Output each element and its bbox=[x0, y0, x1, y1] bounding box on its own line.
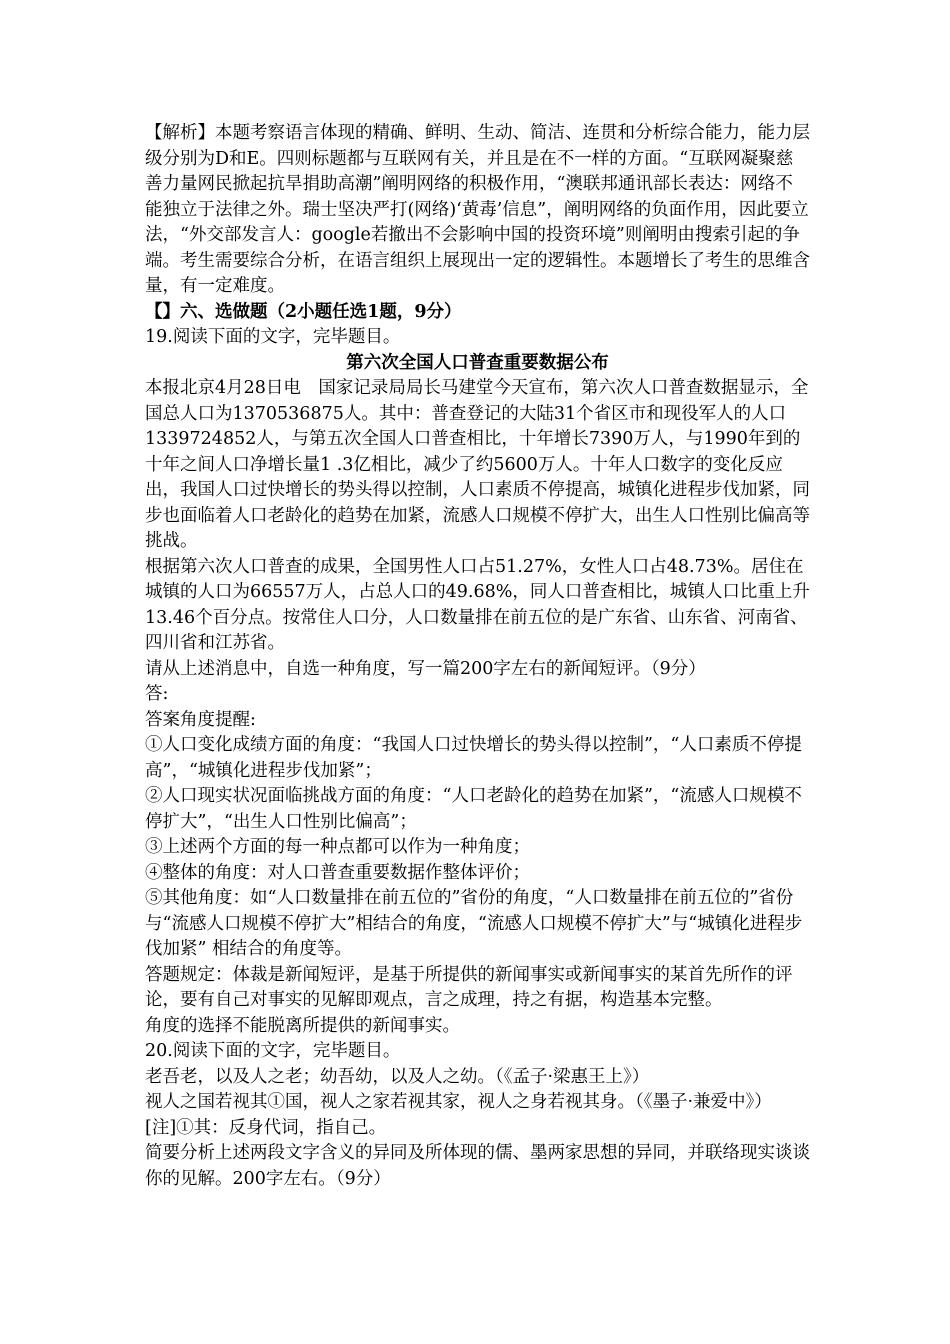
q20-prompt: 20.阅读下面的文字，完毕题目。 bbox=[145, 1041, 401, 1061]
section-heading: 【】六、选做题（2小题任选1题，9分） bbox=[145, 301, 462, 322]
document-page bbox=[145, 121, 810, 1192]
footnote: [注]①其：反身代词，指自己。 bbox=[145, 1117, 387, 1138]
hint-item: ③上述两个方面的每一种点都可以作为一种角度； bbox=[145, 837, 530, 857]
q19-prompt: 19.阅读下面的文字，完毕题目。 bbox=[145, 327, 401, 347]
hint-item: ⑤其他角度：如“人口数量排在前五位的”省份的角度，“人口数量排在前五位的”省份与“流感人口规模不停扩大”相结合的角度，“流感人口规模不停扩大”与“城镇化进程步伐加紧” 相结合的角度等。 bbox=[145, 888, 803, 959]
news-paragraph-2: 根据第六次人口普查的成果，全国男性人口占51.27%，女性人口占48.73%。居住在城镇的人口为66557万人，占总人口的49.68%，同人口普查相比，城镇人口比重上升13.46个百分点。按常住人口分，人口数量排在前五位的是广东省、山东省、河南省、四川省和江苏省。 bbox=[145, 556, 810, 653]
hint-item: ②人口现实状况面临挑战方面的角度：“人口老龄化的趋势在加紧”，“流感人口规模不停扩大”，“出生人口性别比偏高”； bbox=[145, 786, 802, 832]
answer-rule-2: 角度的选择不能脱离所提供的新闻事实。 bbox=[145, 1015, 460, 1036]
q19-task: 请从上述消息中，自选一种角度，写一篇200字左右的新闻短评。（9分） bbox=[145, 658, 706, 679]
hint-label: 答案角度提醒: bbox=[145, 709, 256, 730]
news-paragraph-1: 本报北京4月28日电 国家记录局局长马建堂今天宣布，第六次人口普查数据显示，全国总人口为1370536875人。其中：普查登记的大陆31个省区市和现役军人的人口1339724852人，与第五次全国人口普查相比，十年增长7390万人，与1990年到的十年之间人口净增长量1 .3亿相比，减少了约5600万人。十年人口数字的变化反应出，我国人口过快增长的势头得以控制，人口素质不停提高，城镇化进程步伐加紧，同步也面临着人口老龄化的趋势在加紧，流感人口规模不停扩大，出生人口性别比偏高等挑战。 bbox=[145, 378, 810, 551]
mencius-quote: 老吾老，以及人之老；幼吾幼，以及人之幼。（《孟子·梁惠王上》） bbox=[145, 1066, 650, 1087]
hint-item: ④整体的角度：对人口普查重要数据作整体评价； bbox=[145, 862, 530, 883]
mozi-quote: 视人之国若视其①国，视人之家若视其家，视人之身若视其身。（《墨子·兼爱中》） bbox=[145, 1092, 772, 1112]
answer-rule: 答题规定：体裁是新闻短评，是基于所提供的新闻事实或新闻事实的某首先所作的评论，要有自己对事实的见解即观点，言之成理，持之有据，构造基本完整。 bbox=[145, 964, 793, 1010]
answer-label: 答: bbox=[145, 684, 169, 704]
analysis-paragraph: 【解析】本题考察语言体现的精确、鲜明、生动、简洁、连贯和分析综合能力，能力层级分别为D和E。四则标题都与互联网有关，并且是在不一样的方面。“互联网凝聚慈善力量网民掀起抗旱捐助高潮”阐明网络的积极作用，“澳联邦通讯部长表达：网络不能独立于法律之外。瑞士坚决严打(网络)‘黄毒’信息”，阐明网络的负面作用，因此要立法，“外交部发言人：google若撤出不会影响中国的投资环境”则阐明由搜索引起的争端。考生需要综合分析，在语言组织上展现出一定的逻辑性。本题增长了考生的思维含量，有一定难度。 bbox=[145, 123, 810, 296]
q20-task: 简要分析上述两段文字含义的异同及所体现的儒、墨两家思想的异同，并联络现实谈谈你的见解。200字左右。（9分） bbox=[145, 1143, 810, 1189]
news-title: 第六次全国人口普查重要数据公布 bbox=[346, 352, 609, 373]
hint-item: ①人口变化成绩方面的角度：“我国人口过快增长的势头得以控制”，“人口素质不停提高”，“城镇化进程步伐加紧”； bbox=[145, 735, 802, 781]
